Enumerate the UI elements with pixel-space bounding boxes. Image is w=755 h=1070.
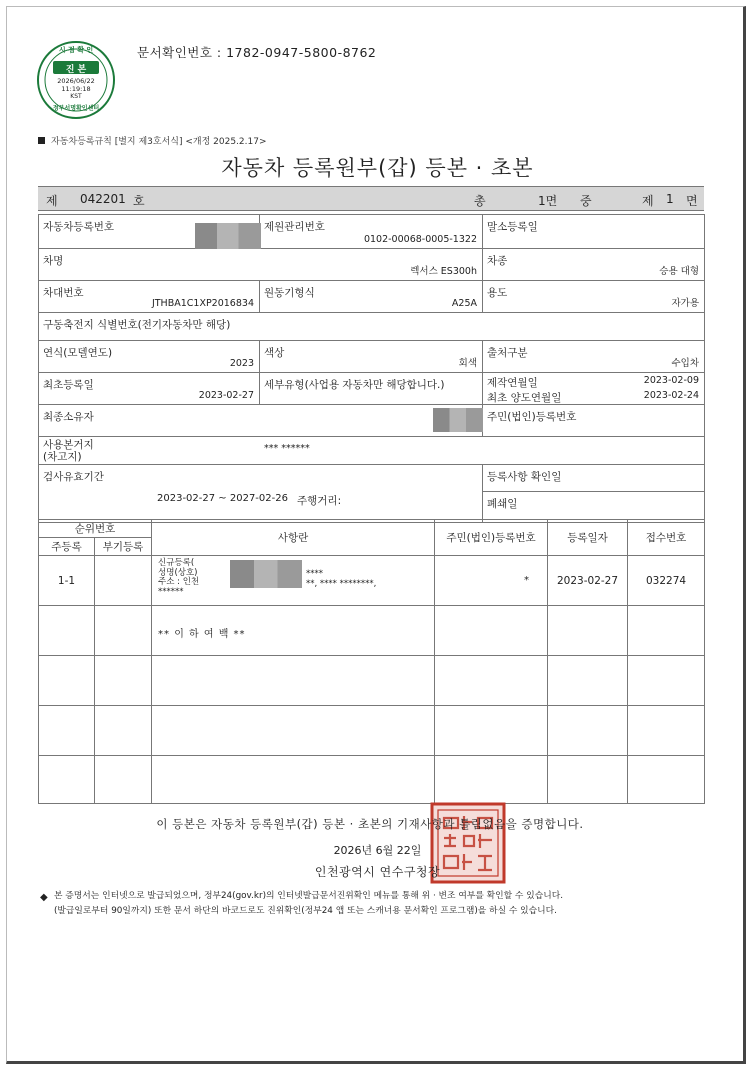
row4-receipt — [628, 706, 705, 756]
table-row — [39, 656, 705, 706]
redacted-reg-no — [195, 223, 261, 249]
type-label: 차종 — [487, 255, 508, 267]
mfg-date-value: 2023-02-09 — [643, 375, 699, 386]
usage-label: 용도 — [487, 287, 508, 299]
inspection-label: 검사유효기간 — [43, 471, 104, 483]
vin-label: 차대번호 — [43, 287, 84, 299]
issuing-office: 인천광역시 연수구청장 — [314, 865, 441, 879]
cell-mfg-transfer — [483, 373, 705, 405]
row3-sub — [95, 656, 152, 706]
notice-line-2: (발급일로부터 90일까지) 또한 문서 하단의 바코드로도 진위확인(정부24 앱 또는 스캐너용 문서확인 프로그램)을 하실 수 있습니다. — [54, 906, 557, 916]
row1-items-text — [158, 559, 199, 597]
row2-items — [152, 606, 435, 656]
table-row — [39, 556, 705, 606]
engine-value: A25A — [451, 298, 477, 309]
row4-items — [152, 706, 435, 756]
redacted-owner — [433, 408, 483, 432]
row3-receipt — [628, 656, 705, 706]
battery-label: 구동축전지 식별번호(전기자동차만 해당) — [43, 319, 231, 331]
redacted-name — [230, 560, 302, 588]
color-label: 색상 — [264, 347, 285, 359]
header-items: 사항란 — [152, 520, 435, 556]
first-reg-label: 최초등록일 — [43, 379, 94, 391]
row1-line1: 신규등록( — [158, 558, 195, 568]
issue-date: 2026년 6월 22일 — [333, 844, 422, 857]
row1-id — [435, 556, 548, 606]
table-row — [39, 756, 705, 804]
usage-value: 자가용 — [671, 298, 699, 309]
cell-cancel-date — [483, 215, 705, 249]
header-bar — [38, 186, 704, 211]
row5-items — [152, 756, 435, 804]
mileage-label: 주행거리: — [297, 495, 342, 507]
history-table — [38, 519, 705, 804]
address-value: *** ****** — [264, 443, 310, 454]
row3-items — [152, 656, 435, 706]
owner-label: 최종소유자 — [43, 411, 94, 423]
header-id: 주민(법인)등록번호 — [435, 520, 548, 556]
row2-sub — [95, 606, 152, 656]
end-of-record: ** 이 하 여 백 ** — [158, 629, 246, 640]
stamp-time: 11:19:18 — [61, 85, 91, 93]
row1-items — [152, 556, 435, 606]
row2-receipt — [628, 606, 705, 656]
model-value: 렉서스 ES300h — [410, 266, 477, 277]
origin-label: 출처구분 — [487, 347, 528, 359]
document-number: 042201 — [80, 192, 126, 206]
color-value: 회색 — [458, 358, 477, 369]
row3-date — [548, 656, 628, 706]
cell-mgmt-no — [260, 215, 483, 249]
cell-color — [260, 341, 483, 373]
owner-id-label: 주민(법인)등록번호 — [487, 411, 577, 423]
header-sub: 부기등록 — [95, 538, 152, 556]
cell-year — [39, 341, 260, 373]
row4-sub — [95, 706, 152, 756]
row5-main — [39, 756, 95, 804]
row4-date — [548, 706, 628, 756]
row2-main — [39, 606, 95, 656]
verification-stamp — [36, 40, 116, 120]
row2-date — [548, 606, 628, 656]
cell-address — [39, 437, 705, 465]
total-label: 총 — [474, 194, 486, 208]
cell-owner — [39, 405, 483, 437]
cell-usage — [483, 281, 705, 313]
square-bullet-icon — [38, 137, 45, 144]
row1-id-value: * — [524, 575, 530, 586]
cell-origin — [483, 341, 705, 373]
row5-id — [435, 756, 548, 804]
row3-id — [435, 656, 548, 706]
number-label: 제 — [46, 194, 58, 208]
row1-mask1: **** — [306, 569, 324, 579]
origin-value: 수입차 — [671, 358, 699, 369]
cell-reg-no — [39, 215, 260, 249]
mgmt-no-value: 0102-00068-0005-1322 — [363, 234, 477, 245]
document-confirmation-number: 문서확인번호 : 1782-0947-5800-8762 — [137, 45, 377, 60]
notice — [40, 889, 714, 919]
rule-note-text: 자동차등록규칙 [별지 제3호서식] <개정 2025.2.17> — [51, 137, 267, 147]
cell-battery — [39, 313, 705, 341]
address-label: 사용본거지 — [43, 439, 94, 451]
cell-inspection — [39, 465, 483, 523]
cell-owner-id — [483, 405, 705, 437]
model-label: 차명 — [43, 255, 64, 267]
number-suffix: 호 — [133, 194, 145, 208]
cell-first-reg — [39, 373, 260, 405]
mfg-date-label: 제작연월일 — [487, 377, 538, 389]
cell-engine — [260, 281, 483, 313]
header-receipt: 접수번호 — [628, 520, 705, 556]
vin-value: JTHBA1C1XP2016834 — [151, 298, 254, 309]
garage-label: (차고지) — [43, 451, 82, 463]
row4-id — [435, 706, 548, 756]
detail-type-label: 세부유형(사업용 자동차만 해당합니다.) — [264, 379, 445, 391]
total-pages: 1면 — [538, 194, 558, 208]
row1-receipt: 032274 — [628, 556, 705, 606]
transfer-value: 2023-02-24 — [643, 390, 699, 401]
reg-check-label: 등록사항 확인일 — [487, 471, 562, 483]
certification-statement: 이 등본은 자동차 등록원부(갑) 등본 · 초본의 기재사항과 틀림없음을 증명합니다. — [156, 817, 584, 831]
registration-table — [38, 214, 705, 523]
stamp-badge: 진 본 — [65, 65, 87, 75]
reg-no-label: 자동차등록번호 — [43, 221, 115, 233]
stamp-date: 2026/06/22 — [57, 77, 95, 85]
table-row — [39, 706, 705, 756]
page-number: 1 — [666, 192, 674, 206]
year-value: 2023 — [229, 358, 254, 369]
header-date: 등록일자 — [548, 520, 628, 556]
row5-receipt — [628, 756, 705, 804]
cell-type — [483, 249, 705, 281]
row2-id — [435, 606, 548, 656]
row1-line2: 성명(상호) — [158, 567, 198, 578]
mid-label: 중 — [580, 194, 592, 208]
page-suffix: 면 — [686, 194, 698, 208]
cell-model — [39, 249, 483, 281]
cell-scrap — [483, 492, 705, 523]
header-main: 주등록 — [39, 538, 95, 556]
cell-reg-check — [483, 465, 705, 492]
first-reg-value: 2023-02-27 — [198, 390, 254, 401]
table-row — [39, 606, 705, 656]
inspection-period: 2023-02-27 ~ 2027-02-26 — [157, 493, 288, 504]
cell-detail-type — [260, 373, 483, 405]
row1-main: 1-1 — [39, 556, 95, 606]
row3-main — [39, 656, 95, 706]
row4-main — [39, 706, 95, 756]
row5-sub — [95, 756, 152, 804]
header-rank: 순위번호 — [39, 520, 152, 538]
row1-mask2: **, **** ********, — [306, 579, 377, 589]
diamond-bullet-icon: ◆ — [40, 892, 48, 903]
row1-sub — [95, 556, 152, 606]
page-label: 제 — [642, 194, 654, 208]
engine-label: 원동기형식 — [264, 287, 315, 299]
row1-date: 2023-02-27 — [548, 556, 628, 606]
stamp-tz: KST — [70, 93, 82, 100]
transfer-label: 최초 양도연월일 — [487, 392, 562, 404]
row1-line4: ****** — [158, 586, 184, 597]
row5-date — [548, 756, 628, 804]
page-title: 자동차 등록원부(갑) 등본 · 초본 — [221, 156, 534, 180]
notice-line-1: 본 증명서는 인터넷으로 발급되었으며, 정부24(gov.kr)의 인터넷발급문서진위확인 메뉴를 통해 위 · 변조 여부를 확인할 수 있습니다. — [54, 891, 563, 901]
form-rule-note — [38, 134, 267, 147]
scrap-label: 폐쇄일 — [487, 498, 518, 510]
cell-vin — [39, 281, 260, 313]
type-value: 승용 대형 — [659, 266, 699, 277]
stamp-top-text: 시 점 확 인 — [58, 46, 94, 54]
year-label: 연식(모델연도) — [43, 347, 113, 359]
cancel-date-label: 말소등록일 — [487, 221, 538, 233]
stamp-bottom-text: 정부서명확인센터 — [52, 105, 100, 112]
mgmt-no-label: 제원관리번호 — [264, 221, 325, 233]
row1-line3: 주소 : 인천 — [158, 577, 200, 587]
